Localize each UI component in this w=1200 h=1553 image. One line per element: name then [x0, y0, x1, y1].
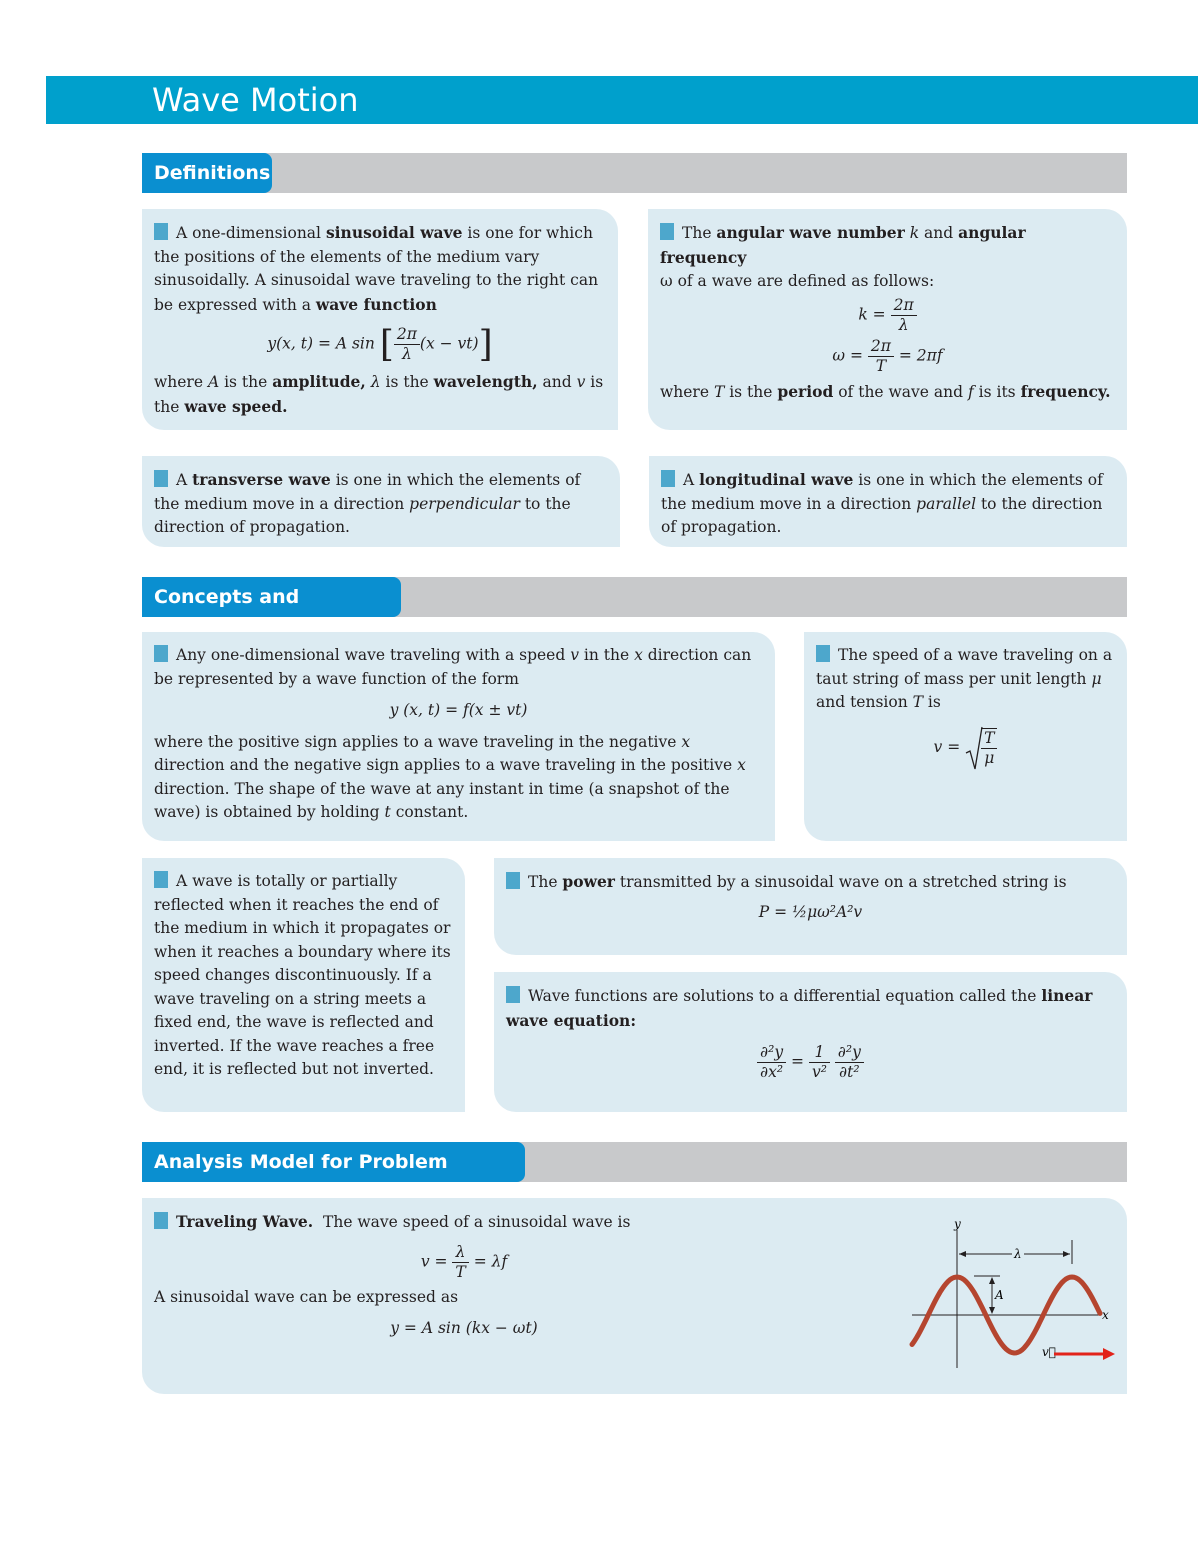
denominator: T [455, 1262, 466, 1281]
equation-wave-function: y(x, t) = A sin [ $\frac{2\pi}{\lambda}$ (x − vt)] [267, 323, 493, 365]
text: The [528, 873, 563, 891]
numerator: λ [452, 1243, 468, 1263]
text: is the [380, 373, 434, 391]
text: Wave functions are solutions to a differential equation called the [528, 987, 1042, 1005]
fraction [809, 1043, 830, 1082]
text: is one for which the positions of the elements of the medium vary sinusoidally. A sinusoidal wave traveling to the right can be expressed with a [154, 224, 599, 314]
card-text [506, 984, 1115, 1033]
velocity-arrow-head [1103, 1348, 1115, 1360]
text: is one in which the elements of the medium move in a direction [154, 471, 581, 513]
term: wave speed. [184, 396, 288, 416]
symbol: T [713, 382, 725, 401]
text: direction and the negative sign applies to a wave traveling in the positive [154, 756, 738, 774]
text: is one in which the elements of the medium move in a direction [661, 471, 1103, 513]
velocity-label: v⃗ [1042, 1345, 1056, 1359]
eq-text: = [791, 1052, 805, 1071]
title-banner [46, 76, 1198, 124]
text: where [660, 382, 714, 401]
card-reflection [142, 858, 465, 1112]
bullet-icon [816, 645, 830, 662]
traveling-wave-diagram [904, 1216, 1122, 1376]
text: and tension [816, 693, 913, 711]
symbol: f [967, 382, 974, 401]
lambda-label: λ [1014, 1247, 1022, 1261]
bullet-icon [506, 872, 520, 889]
traveling-wave-text [154, 1210, 774, 1341]
equation-power: P = ½μω²A²v [758, 902, 863, 921]
fraction [452, 1243, 468, 1282]
denominator: ∂t² [839, 1063, 860, 1081]
eq-text: v = [420, 1252, 448, 1270]
card-text [154, 370, 606, 419]
text: A [176, 471, 193, 489]
fraction [981, 728, 997, 768]
text: transmitted by a sinusoidal wave on a stretched string is [614, 873, 1067, 891]
text: and [919, 224, 959, 242]
bullet-icon [154, 470, 168, 487]
card-text [154, 644, 763, 691]
symbol: v [570, 646, 579, 664]
numerator: 2π [868, 337, 894, 357]
denominator: ∂x² [760, 1063, 784, 1081]
symbol: x [737, 756, 746, 774]
card-text [816, 644, 1115, 715]
eq-text: y(x, t) = A sin [267, 334, 375, 353]
text: ω of a wave are defined as follows: [660, 272, 935, 290]
symbol: k [904, 224, 920, 242]
text: where the positive sign applies to a wave traveling in the negative [154, 732, 682, 751]
eq-text: ω = [832, 346, 863, 364]
symbol: x [681, 732, 691, 751]
card-text [154, 468, 608, 540]
symbol: x [634, 646, 643, 664]
term: amplitude, [272, 372, 366, 391]
text: of the wave and [833, 382, 968, 401]
section-analysis-bar [142, 1142, 1127, 1182]
bullet-icon [660, 223, 674, 240]
symbol: A [207, 373, 220, 391]
equation-linear-wave [506, 1043, 1115, 1082]
text: The speed of a wave traveling on a taut string of mass per unit length [816, 646, 1113, 688]
fraction [757, 1043, 786, 1082]
text: Any one-dimensional wave traveling with a speed [176, 646, 571, 664]
eq-text: = 2πf [898, 346, 943, 364]
card-traveling-wave [142, 1198, 1127, 1394]
card-text [154, 221, 606, 317]
text: where [154, 373, 208, 391]
amplitude-label: A [995, 1288, 1004, 1302]
text: The wave speed of a sinusoidal wave is [313, 1213, 631, 1231]
fraction [835, 1043, 864, 1082]
card-any-wave [142, 632, 775, 841]
bullet-icon [154, 223, 168, 240]
fraction [868, 337, 894, 376]
page-title: Wave Motion [152, 81, 359, 119]
equation-string-speed [816, 725, 1115, 771]
denominator: λ [898, 315, 909, 334]
denominator: μ [984, 748, 995, 767]
denominator: v² [811, 1063, 827, 1081]
card-sinusoidal-wave [142, 209, 618, 430]
numerator: 2π [891, 296, 917, 316]
bullet-icon [154, 645, 168, 662]
text: A wave is totally or partially reflected when it reaches the end of the medium in which it propagates or when it reaches a boundary where its speed changes discontinuously. If a wave traveling on a string meets a fixed end, the wave is reflected and inverted. If the wave reaches a free end, it is reflected but not inverted. [154, 872, 451, 1078]
numerator: T [981, 729, 997, 749]
equation-omega [660, 337, 1115, 376]
term: linear wave equation: [506, 986, 1093, 1030]
numerator: ∂²y [757, 1043, 786, 1063]
equation-wave-speed [154, 1243, 774, 1282]
term: frequency. [1020, 381, 1111, 401]
equation-k [660, 296, 1115, 335]
text: is the [219, 373, 273, 391]
card-text [660, 221, 1115, 294]
text: direction. The shape of the wave at any instant in time (a snapshot of the wave) is obtained by holding [154, 779, 730, 821]
numerator: 1 [809, 1043, 830, 1063]
text: The [682, 224, 717, 242]
x-axis-label: x [1102, 1308, 1109, 1322]
text: is the [724, 382, 778, 401]
y-axis-label: y [954, 1217, 961, 1231]
text: and [537, 373, 577, 391]
term: sinusoidal wave [325, 223, 463, 242]
card-string-speed [804, 632, 1127, 841]
card-text [506, 870, 1115, 895]
symbol: μ [1091, 669, 1102, 688]
section-analysis-title: Analysis Model for Problem [142, 1142, 525, 1182]
bullet-icon [154, 871, 168, 888]
fraction [891, 296, 917, 335]
section-concepts-title: Concepts and [142, 577, 401, 617]
term: longitudinal wave [699, 470, 854, 489]
section-definitions-bar [142, 153, 1127, 193]
term: period [777, 381, 834, 401]
denominator: λ [401, 345, 412, 363]
card-angular-wave-number [648, 209, 1127, 430]
emphasis: parallel [916, 494, 977, 513]
section-definitions-title: Definitions [142, 153, 272, 193]
term: power [562, 872, 615, 891]
card-text [154, 870, 453, 1082]
text: A one-dimensional [176, 224, 326, 242]
section-concepts-bar [142, 577, 1127, 617]
term: Traveling Wave. [176, 1212, 314, 1231]
symbol: t [384, 803, 391, 821]
eq-text: (x − vt) [419, 334, 479, 353]
card-transverse-wave [142, 456, 620, 547]
term: angular frequency [660, 223, 1026, 267]
fraction [394, 325, 420, 364]
text: A [683, 471, 700, 489]
emphasis: perpendicular [409, 494, 520, 513]
symbol: T [912, 693, 923, 711]
term: wavelength, [433, 372, 538, 391]
numerator: ∂²y [835, 1043, 864, 1063]
text: in the [578, 646, 635, 664]
equation-general-wave: y (x, t) = f(x ± vt) [389, 701, 528, 719]
term: wave function [315, 294, 437, 314]
text: is its [973, 382, 1021, 401]
denominator: T [875, 356, 887, 375]
text: constant. [390, 803, 469, 821]
eq-text: k = [858, 305, 886, 323]
term: transverse wave [192, 470, 331, 489]
text: is the [154, 373, 604, 416]
bullet-icon [154, 1212, 168, 1229]
text: direction can be represented by a wave function of the form [154, 646, 752, 688]
eq-text: v = [933, 737, 961, 756]
symbol: v [576, 373, 586, 391]
card-text [154, 731, 763, 825]
card-text: A sinusoidal wave can be expressed as [154, 1287, 459, 1306]
card-text [154, 1210, 774, 1235]
card-longitudinal-wave [649, 456, 1127, 547]
bullet-icon [661, 470, 675, 487]
bullet-icon [506, 986, 520, 1003]
text: to the direction of propagation. [661, 494, 1103, 536]
equation-sinusoidal: y = A sin (kx − ωt) [390, 1319, 538, 1337]
card-text [660, 380, 1115, 405]
numerator: 2π [394, 325, 420, 345]
card-text [661, 468, 1115, 540]
text: is [922, 693, 941, 711]
card-linear-wave-equation [494, 972, 1127, 1112]
card-power [494, 858, 1127, 955]
symbol: λ [370, 373, 381, 391]
eq-text: = λf [473, 1252, 508, 1270]
text: to the direction of propagation. [154, 494, 571, 536]
term: angular wave number [716, 223, 905, 242]
